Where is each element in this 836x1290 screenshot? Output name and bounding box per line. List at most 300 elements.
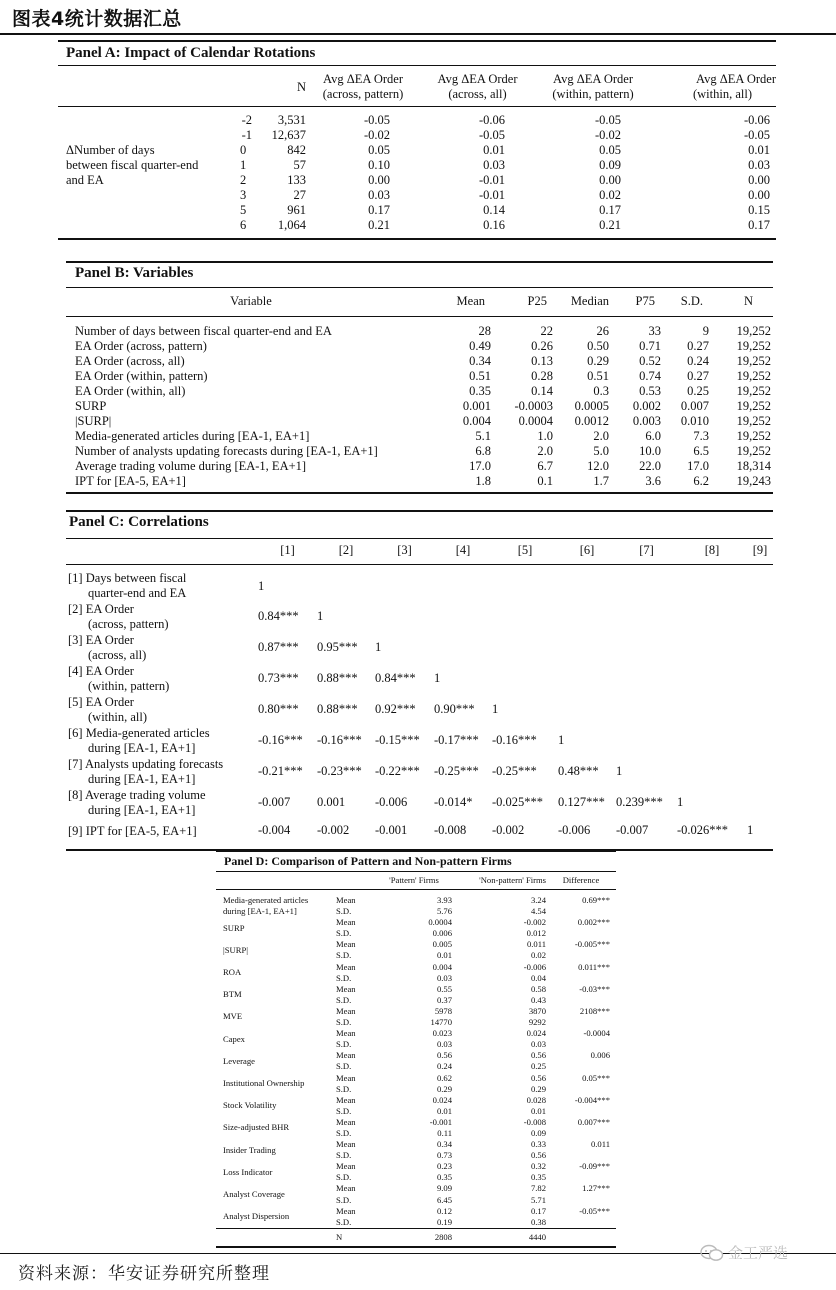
pc-row-label-line2: (within, pattern) (88, 679, 170, 693)
pb-cell: 0.24 (687, 354, 709, 368)
pd-pattern-sd: 0.73 (436, 1150, 452, 1161)
pc-cell: 1 (492, 702, 499, 716)
pc-cell: -0.16*** (258, 733, 303, 747)
pb-header-cell: Variable (230, 294, 272, 308)
pd-stat-mean: Mean (336, 1116, 356, 1127)
pd-stat-sd: S.D. (336, 1039, 352, 1050)
pa-row-label (58, 143, 228, 188)
pd-non-pattern-sd: 5.71 (530, 1194, 546, 1205)
panel-d-bottom-rule (216, 1246, 616, 1248)
pb-variable-name: EA Order (across, all) (75, 354, 185, 368)
wechat-icon (700, 1244, 724, 1262)
pc-cell: 0.95*** (317, 640, 358, 654)
pa-n-value: 27 (293, 188, 306, 202)
pc-cell: 0.001 (317, 795, 346, 809)
pc-header-cell: [6] (579, 543, 595, 557)
pc-cell: 1 (558, 733, 565, 747)
pa-delta-value: 3 (240, 188, 247, 202)
pd-row-mean (216, 1206, 616, 1217)
pa-cell: 0.16 (483, 218, 505, 232)
panel-c (66, 510, 773, 851)
pb-cell: 19,252 (736, 384, 771, 398)
pa-row (58, 128, 776, 143)
pc-cell: -0.004 (258, 823, 291, 837)
pc-cell: 0.48*** (558, 764, 599, 778)
pa-row-label-line: and EA (66, 173, 104, 187)
pa-cell: 0.03 (483, 158, 505, 172)
pb-cell: 33 (648, 324, 661, 338)
pd-pattern-mean: 0.005 (432, 939, 452, 950)
pc-cell: -0.15*** (375, 733, 420, 747)
pc-cell: -0.16*** (492, 733, 537, 747)
pd-pattern-sd: 0.006 (432, 928, 452, 939)
pc-cell: 1 (747, 823, 754, 837)
pd-variable-name-line: Loss Indicator (223, 1166, 273, 1177)
pd-row-mean (216, 1117, 616, 1128)
pb-cell: 0.71 (639, 339, 661, 353)
pd-pattern-sd: 0.35 (436, 1172, 452, 1183)
pc-header-cell: [8] (704, 543, 720, 557)
pd-non-pattern-sd: 0.25 (530, 1061, 546, 1072)
pb-cell: 0.26 (531, 339, 553, 353)
pa-cell: -0.01 (478, 188, 505, 202)
pb-cell: 0.1 (537, 474, 553, 488)
pb-cell: 0.13 (531, 354, 553, 368)
pc-cell: 0.88*** (317, 702, 358, 716)
pc-row-label (66, 565, 258, 602)
panel-d-header-row (216, 872, 616, 890)
pb-variable-name: IPT for [EA-5, EA+1] (75, 474, 186, 488)
pd-n-row (216, 1228, 616, 1246)
panel-a-header-row (58, 66, 776, 107)
pb-cell: 0.27 (687, 369, 709, 383)
pa-cell: 0.05 (599, 143, 621, 157)
pc-cell: -0.25*** (434, 764, 479, 778)
pc-row-label (66, 632, 258, 663)
pd-difference: 0.002*** (577, 917, 610, 928)
pd-non-pattern-mean: 0.17 (530, 1205, 546, 1216)
pb-cell: 9 (702, 324, 709, 338)
pc-row-label (66, 756, 258, 787)
pd-row-mean (216, 890, 616, 907)
pb-cell: 0.0004 (518, 414, 553, 428)
title-rule (0, 33, 836, 35)
pb-cell: 19,252 (736, 339, 771, 353)
pb-cell: 0.25 (687, 384, 709, 398)
pd-header-non-pattern: 'Non-pattern' Firms (479, 875, 546, 885)
pc-row-label-line2: quarter-end and EA (88, 586, 187, 600)
pd-non-pattern-sd: 0.03 (530, 1039, 546, 1050)
pc-row (66, 725, 773, 756)
pc-row (66, 756, 773, 787)
pc-cell: 1 (258, 578, 265, 593)
pd-non-pattern-mean: 0.024 (526, 1028, 546, 1039)
pd-pattern-mean: 0.12 (436, 1205, 452, 1216)
pb-variable-name: SURP (75, 399, 107, 413)
panel-a-bottom-rule (58, 238, 776, 240)
pa-row (58, 188, 776, 203)
pb-cell: 0.14 (531, 384, 553, 398)
pd-non-pattern-sd: 0.09 (530, 1127, 546, 1138)
pd-header-pattern: 'Pattern' Firms (389, 875, 439, 885)
pb-cell: 17.0 (687, 459, 709, 473)
pc-row-label-line1: [7] Analysts updating forecasts (68, 757, 224, 771)
pc-row-label-line2: (across, all) (88, 648, 147, 662)
pb-row (66, 414, 773, 429)
pd-pattern-sd: 0.01 (436, 950, 452, 961)
pc-row-label-line1: [8] Average trading volume (68, 788, 206, 802)
pc-cell: 1 (677, 795, 684, 809)
pc-row-label-line2: during [EA-1, EA+1] (88, 772, 196, 786)
pb-cell: 0.28 (531, 369, 553, 383)
pb-header-cell: P75 (635, 294, 655, 308)
pc-row-label-line2: (within, all) (88, 710, 148, 724)
pd-non-pattern-mean: 0.011 (526, 939, 546, 950)
pd-difference: -0.03*** (579, 983, 610, 994)
pb-cell: 0.52 (639, 354, 661, 368)
pd-variable-name (216, 1073, 336, 1095)
pd-row-mean (216, 1183, 616, 1194)
pa-cell: -0.06 (478, 113, 505, 127)
pc-cell: 0.80*** (258, 702, 299, 716)
pb-cell: 12.0 (587, 459, 609, 473)
panel-d (216, 850, 616, 1248)
pb-header-cell: P25 (527, 294, 547, 308)
pb-cell: 6.5 (693, 444, 709, 458)
pc-cell: -0.025*** (492, 795, 544, 809)
pc-cell: 0.127*** (558, 795, 605, 809)
pa-cell: -0.05 (594, 113, 621, 127)
panel-b-title: Panel B: Variables (75, 265, 194, 281)
pb-cell: 26 (596, 324, 609, 338)
pd-non-pattern-sd: 9292 (528, 1017, 546, 1028)
pa-cell: -0.05 (743, 128, 770, 142)
pb-cell: 19,252 (736, 429, 771, 443)
pd-row-mean (216, 1139, 616, 1150)
pb-cell: 5.1 (475, 429, 491, 443)
pc-row-label (66, 663, 258, 694)
pc-cell: 0.84*** (375, 671, 416, 685)
pc-row-label-line1: [3] EA Order (68, 633, 134, 647)
pd-pattern-sd: 5.76 (436, 906, 452, 917)
pd-pattern-mean: 0.62 (436, 1072, 452, 1083)
pd-stat-mean: Mean (336, 1050, 356, 1061)
pb-cell: 0.3 (593, 384, 609, 398)
pd-variable-name-line: Stock Volatility (223, 1100, 277, 1111)
pa-cell: 0.17 (599, 203, 621, 217)
pd-stat-mean: Mean (336, 917, 356, 928)
pd-row-mean (216, 917, 616, 928)
pb-cell: 3.6 (645, 474, 661, 488)
pc-header-cell: [1] (280, 543, 295, 557)
pb-row (66, 317, 773, 340)
pb-cell: 6.2 (693, 474, 709, 488)
pd-difference: 0.69*** (582, 895, 610, 905)
pd-variable-name-line: Leverage (223, 1055, 255, 1066)
pd-stat-mean: Mean (336, 1072, 356, 1083)
pd-non-pattern-mean: -0.006 (523, 961, 546, 972)
pc-cell: -0.014* (434, 795, 473, 809)
pd-variable-name (216, 1117, 336, 1139)
pc-cell: -0.16*** (317, 733, 362, 747)
pd-non-pattern-mean: 3870 (528, 1005, 546, 1016)
pb-row (66, 459, 773, 474)
pd-variable-name (216, 917, 336, 939)
pc-cell: 0.239*** (616, 795, 663, 809)
pd-pattern-mean: 5978 (434, 1005, 452, 1016)
pd-non-pattern-sd: 0.29 (530, 1083, 546, 1094)
pd-stat-mean: Mean (336, 961, 356, 972)
pd-variable-name (216, 1161, 336, 1183)
pd-non-pattern-sd: 0.56 (530, 1150, 546, 1161)
pc-header-cell: [5] (517, 543, 533, 557)
pd-header-difference: Difference (562, 875, 600, 885)
pb-cell: 19,252 (736, 414, 771, 428)
pd-variable-name-line: Analyst Dispersion (223, 1211, 290, 1222)
panel-a-title: Panel A: Impact of Calendar Rotations (66, 45, 316, 61)
pd-variable-name-line: Size-adjusted BHR (223, 1122, 290, 1133)
pc-row-label-line1: [5] EA Order (68, 695, 134, 709)
pb-header-cell: Mean (456, 294, 485, 308)
pb-cell: 1.7 (593, 474, 609, 488)
pd-difference: 1.27*** (582, 1183, 610, 1194)
pb-header-cell: S.D. (680, 294, 703, 308)
pc-row-label-line2: during [EA-1, EA+1] (88, 803, 196, 817)
pd-difference: -0.05*** (579, 1205, 610, 1216)
pc-cell: -0.006 (558, 823, 591, 837)
pa-cell: -0.05 (363, 113, 390, 127)
pd-stat-sd: S.D. (336, 1172, 352, 1183)
pd-row-mean (216, 984, 616, 995)
pb-variable-name: Average trading volume during [EA-1, EA+1] (75, 459, 307, 473)
pb-cell: 19,252 (736, 399, 771, 413)
pa-n-value: 57 (293, 158, 306, 172)
pa-row (58, 107, 776, 129)
pb-cell: 0.001 (462, 399, 491, 413)
pc-cell: -0.007 (258, 795, 291, 809)
pb-variable-name: Number of analysts updating forecasts during [EA-1, EA+1] (75, 444, 378, 458)
pc-row-label (66, 694, 258, 725)
pd-difference: 0.011*** (578, 961, 610, 972)
pb-cell: 18,314 (736, 459, 771, 473)
pd-pattern-sd: 0.11 (437, 1127, 452, 1138)
pc-row-label (66, 601, 258, 632)
pb-row (66, 369, 773, 384)
pd-stat-mean: Mean (336, 1183, 356, 1194)
pc-row-label (66, 818, 258, 843)
pd-row-mean (216, 962, 616, 973)
pc-cell: -0.007 (616, 823, 649, 837)
pa-row (58, 203, 776, 218)
pb-header-cell: N (743, 294, 753, 308)
pb-row (66, 339, 773, 354)
pc-row-label-line1: [2] EA Order (68, 602, 134, 616)
pd-stat-sd: S.D. (336, 1061, 352, 1072)
pb-cell: 2.0 (593, 429, 609, 443)
panel-b-header-row (66, 288, 773, 317)
pb-cell: 0.34 (469, 354, 491, 368)
pb-cell: 1.8 (475, 474, 491, 488)
pb-variable-name: EA Order (within, all) (75, 384, 186, 398)
pd-stat-sd: S.D. (336, 950, 352, 961)
pd-difference: 0.007*** (577, 1116, 610, 1127)
pb-cell: 19,252 (736, 444, 771, 458)
pd-variable-name-line: during [EA-1, EA+1] (223, 906, 297, 917)
pc-cell: 0.92*** (375, 702, 416, 716)
pb-variable-name: EA Order (across, pattern) (75, 339, 207, 353)
pa-delta-value: -2 (241, 113, 252, 127)
panel-a-table (58, 66, 776, 233)
pb-variable-name: EA Order (within, pattern) (75, 369, 208, 383)
pc-cell: -0.026*** (677, 823, 729, 837)
pd-variable-name (216, 939, 336, 961)
pb-cell: 2.0 (537, 444, 553, 458)
pd-variable-name-line: Media-generated articles (223, 895, 309, 905)
pc-cell: -0.17*** (434, 733, 479, 747)
pa-header-col3: Avg ΔEA Order (within, pattern) (552, 72, 634, 101)
pd-n-label: N (336, 1231, 343, 1242)
pd-pattern-sd: 14770 (430, 1017, 452, 1028)
pd-non-pattern-mean: -0.002 (523, 917, 546, 928)
pb-cell: 28 (478, 324, 491, 338)
pb-cell: 7.3 (693, 429, 709, 443)
panel-b-table (66, 288, 773, 489)
pc-row-label-line1: [1] Days between fiscal (68, 571, 187, 585)
pd-row-mean (216, 1006, 616, 1017)
pc-cell: 1 (375, 640, 382, 654)
pa-row-label-line: ΔNumber of days (66, 143, 155, 157)
pb-cell: 6.7 (537, 459, 553, 473)
pd-pattern-sd: 0.29 (436, 1083, 452, 1094)
pa-delta-value: -1 (241, 128, 252, 142)
pa-cell: 0.02 (599, 188, 621, 202)
pb-row (66, 399, 773, 414)
pd-pattern-mean: 0.34 (436, 1139, 452, 1150)
pa-delta-value: 1 (240, 158, 247, 172)
pd-stat-mean: Mean (336, 1205, 356, 1216)
pc-row-label-line1: [9] IPT for [EA-5, EA+1] (68, 823, 197, 838)
pd-non-pattern-sd: 0.012 (526, 928, 546, 939)
pd-pattern-mean: 0.004 (432, 961, 452, 972)
pd-stat-sd: S.D. (336, 1194, 352, 1205)
pd-pattern-sd: 0.24 (436, 1061, 452, 1072)
pd-pattern-sd: 6.45 (436, 1194, 452, 1205)
pd-non-pattern-mean: 0.028 (526, 1094, 546, 1105)
pc-cell: -0.22*** (375, 764, 420, 778)
pd-difference: 0.006 (590, 1050, 610, 1061)
pc-cell: -0.002 (317, 823, 350, 837)
pa-cell: 0.00 (748, 188, 770, 202)
pd-row-mean (216, 939, 616, 950)
pa-row-label-line: between fiscal quarter-end (66, 158, 199, 172)
pd-stat-sd: S.D. (336, 1083, 352, 1094)
pd-variable-name (216, 1006, 336, 1028)
pc-cell: 0.87*** (258, 640, 299, 654)
panel-c-header-row (66, 539, 773, 565)
pa-header-col1: Avg ΔEA Order (across, pattern) (322, 72, 404, 101)
pb-cell: 0.010 (680, 414, 709, 428)
pc-row (66, 632, 773, 663)
pd-stat-sd: S.D. (336, 1216, 352, 1227)
pa-delta-value: 6 (240, 218, 247, 232)
pd-non-pattern-mean: -0.008 (523, 1116, 546, 1127)
panel-a (58, 40, 776, 240)
pc-row-label-line2: during [EA-1, EA+1] (88, 741, 196, 755)
pc-row-label-line2: (across, pattern) (88, 617, 169, 631)
pd-stat-sd: S.D. (336, 1017, 352, 1028)
pb-row (66, 444, 773, 459)
pa-row (58, 143, 776, 158)
pb-cell: 0.003 (632, 414, 661, 428)
pd-difference: -0.004*** (574, 1094, 610, 1105)
pb-cell: 17.0 (469, 459, 491, 473)
pb-cell: 0.0012 (574, 414, 609, 428)
pd-variable-name (216, 1206, 336, 1229)
pb-cell: 19,243 (736, 474, 771, 488)
pd-variable-name-line: Analyst Coverage (223, 1188, 285, 1199)
pd-difference: -0.005*** (574, 939, 610, 950)
pd-variable-name-line: BTM (223, 989, 242, 1000)
pd-stat-mean: Mean (336, 1005, 356, 1016)
pd-non-pattern-mean: 7.82 (530, 1183, 546, 1194)
pc-row (66, 818, 773, 843)
pd-variable-name-line: |SURP| (223, 944, 248, 955)
pa-cell: 0.09 (599, 158, 621, 172)
pb-cell: 1.0 (537, 429, 553, 443)
pd-stat-sd: S.D. (336, 972, 352, 983)
pb-cell: 0.0005 (574, 399, 609, 413)
pd-non-pattern-mean: 0.33 (530, 1139, 546, 1150)
pc-row (66, 601, 773, 632)
pb-cell: 19,252 (736, 324, 771, 338)
pd-difference: 0.011 (590, 1139, 610, 1150)
pd-variable-name-line: ROA (223, 967, 242, 978)
pd-pattern-sd: 0.01 (436, 1105, 452, 1116)
pd-non-pattern-sd: 0.01 (530, 1105, 546, 1116)
pd-non-pattern-sd: 0.38 (530, 1216, 546, 1227)
pa-n-value: 961 (287, 203, 306, 217)
panel-b-bottom-rule (66, 492, 773, 494)
pc-row (66, 694, 773, 725)
pd-variable-name-line: Institutional Ownership (223, 1078, 305, 1089)
pd-difference: -0.09*** (579, 1161, 610, 1172)
pc-cell: 1 (317, 609, 324, 623)
pd-non-pattern-mean: 0.32 (530, 1161, 546, 1172)
pb-variable-name: Number of days between fiscal quarter-end and EA (75, 324, 332, 338)
pd-non-pattern-mean: 0.56 (530, 1072, 546, 1083)
pa-cell: 0.01 (483, 143, 505, 157)
pd-stat-sd: S.D. (336, 994, 352, 1005)
pb-cell: 0.51 (469, 369, 491, 383)
pa-cell: 0.21 (599, 218, 621, 232)
pa-cell: 0.10 (368, 158, 390, 172)
pb-cell: 0.53 (639, 384, 661, 398)
pb-cell: 10.0 (639, 444, 661, 458)
pd-stat-sd: S.D. (336, 906, 352, 917)
pb-cell: 0.29 (587, 354, 609, 368)
pa-n-value: 133 (287, 173, 306, 187)
pd-row-mean (216, 1073, 616, 1084)
pc-header-cell: [2] (338, 543, 354, 557)
pb-cell: -0.0003 (514, 399, 553, 413)
pc-cell: -0.008 (434, 823, 467, 837)
pd-pattern-sd: 0.37 (436, 994, 452, 1005)
watermark (700, 1242, 788, 1263)
pb-cell: 22 (540, 324, 553, 338)
pa-cell: 0.01 (748, 143, 770, 157)
pd-non-pattern-mean: 3.24 (530, 895, 546, 905)
pd-variable-name (216, 890, 336, 918)
